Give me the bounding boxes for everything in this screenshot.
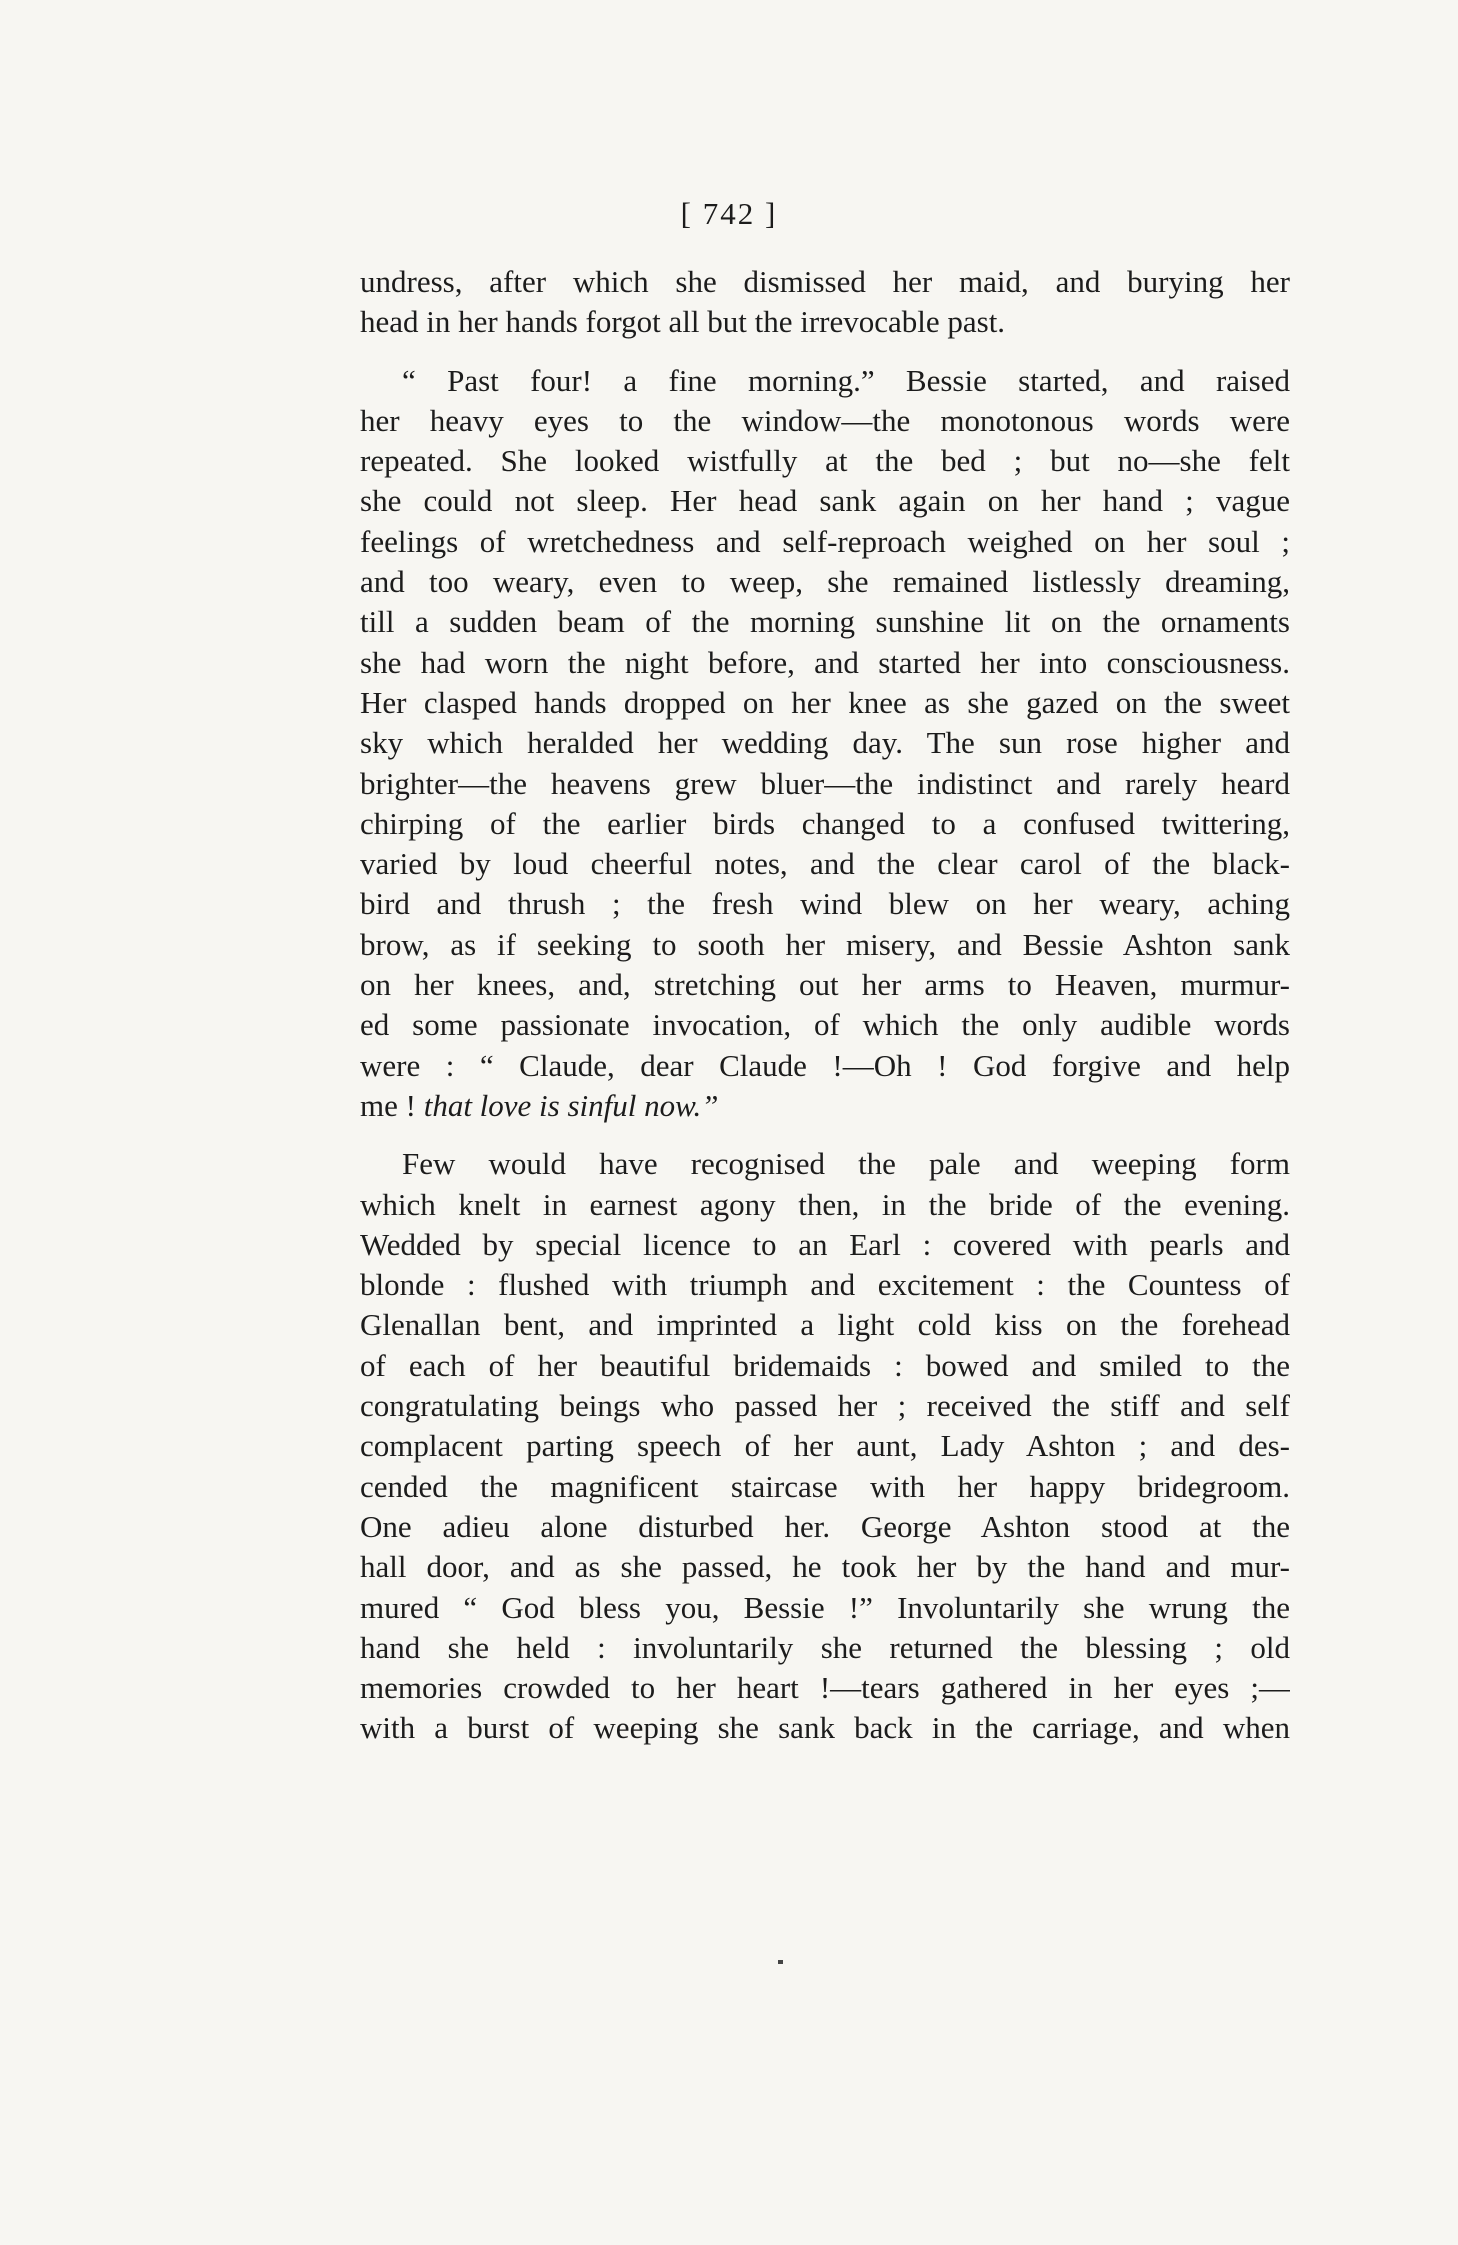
text-line: which knelt in earnest agony then, in the bride of the evening.: [360, 1186, 1290, 1222]
text-line: Her clasped hands dropped on her knee as she gazed on the sweet: [360, 684, 1290, 720]
text-line: cended the magnificent staircase with her happy bridegroom.: [360, 1468, 1290, 1504]
text-line: sky which heralded her wedding day. The sun rose higher and: [360, 725, 1290, 761]
text-line: complacent parting speech of her aunt, Lady Ashton ; and des-: [360, 1428, 1290, 1464]
text-line: Wedded by special licence to an Earl : covered with pearls and: [360, 1226, 1290, 1262]
text-line: head in her hands forgot all but the irrevocable past.: [360, 304, 1006, 340]
text-line: congratulating beings who passed her ; received the stiff and self: [360, 1388, 1290, 1424]
text-line: Few would have recognised the pale and weeping form: [402, 1146, 1290, 1182]
text-line: mured “ God bless you, Bessie !” Involuntarily she wrung the: [360, 1589, 1290, 1625]
page-number: [ 742 ]: [680, 196, 778, 231]
text-line: blonde : flushed with triumph and excitement : the Countess of: [360, 1267, 1290, 1303]
text-line: ed some passionate invocation, of which the only audible words: [360, 1007, 1290, 1043]
body-text: [360, 262, 1290, 1749]
text-line: feelings of wretchedness and self-reproach weighed on her soul ;: [360, 523, 1290, 559]
text-line: were : “ Claude, dear Claude !—Oh ! God forgive and help: [360, 1047, 1290, 1083]
text-line: of each of her beautiful bridemaids : bowed and smiled to the: [360, 1347, 1290, 1383]
text-line: and too weary, even to weep, she remained listlessly dreaming,: [360, 564, 1290, 600]
text-line: on her knees, and, stretching out her arms to Heaven, murmur-: [360, 967, 1290, 1003]
text-line: memories crowded to her heart !—tears gathered in her eyes ;—: [360, 1670, 1290, 1706]
text-line: her heavy eyes to the window—the monotonous words were: [360, 402, 1290, 438]
text-line: chirping of the earlier birds changed to a confused twittering,: [360, 805, 1290, 841]
text-fragment: me !: [360, 1087, 424, 1123]
text-line: till a sudden beam of the morning sunshine lit on the ornaments: [360, 604, 1290, 640]
print-speck: [778, 1960, 783, 1964]
text-line: hand she held : involuntarily she returned the blessing ; old: [360, 1629, 1290, 1665]
paragraph-3: [360, 1144, 1290, 1748]
text-line: repeated. She looked wistfully at the bed ; but no—she felt: [360, 443, 1290, 479]
paragraph-1: [360, 262, 1290, 343]
text-line: she had worn the night before, and started her into consciousness.: [360, 644, 1290, 680]
text-line: One adieu alone disturbed her. George Ashton stood at the: [360, 1508, 1290, 1544]
text-line: “ Past four! a fine morning.” Bessie started, and raised: [402, 362, 1290, 398]
text-line: varied by loud cheerful notes, and the clear carol of the black-: [360, 846, 1290, 882]
text-line: hall door, and as she passed, he took her by the hand and mur-: [360, 1549, 1290, 1585]
text-line: bird and thrush ; the fresh wind blew on her weary, aching: [360, 886, 1290, 922]
text-line-final: [360, 1086, 1290, 1126]
text-line: undress, after which she dismissed her maid, and burying her: [360, 264, 1290, 299]
text-line: she could not sleep. Her head sank again on her hand ; vague: [360, 483, 1290, 519]
paragraph-2: [360, 361, 1290, 1127]
text-line: with a burst of weeping she sank back in the carriage, and when: [360, 1710, 1290, 1746]
text-line: brow, as if seeking to sooth her misery, and Bessie Ashton sank: [360, 926, 1290, 962]
italic-text: that love is sinful now.”: [423, 1087, 719, 1123]
text-line: brighter—the heavens grew bluer—the indistinct and rarely heard: [360, 765, 1290, 801]
text-line: Glenallan bent, and imprinted a light cold kiss on the forehead: [360, 1307, 1290, 1343]
